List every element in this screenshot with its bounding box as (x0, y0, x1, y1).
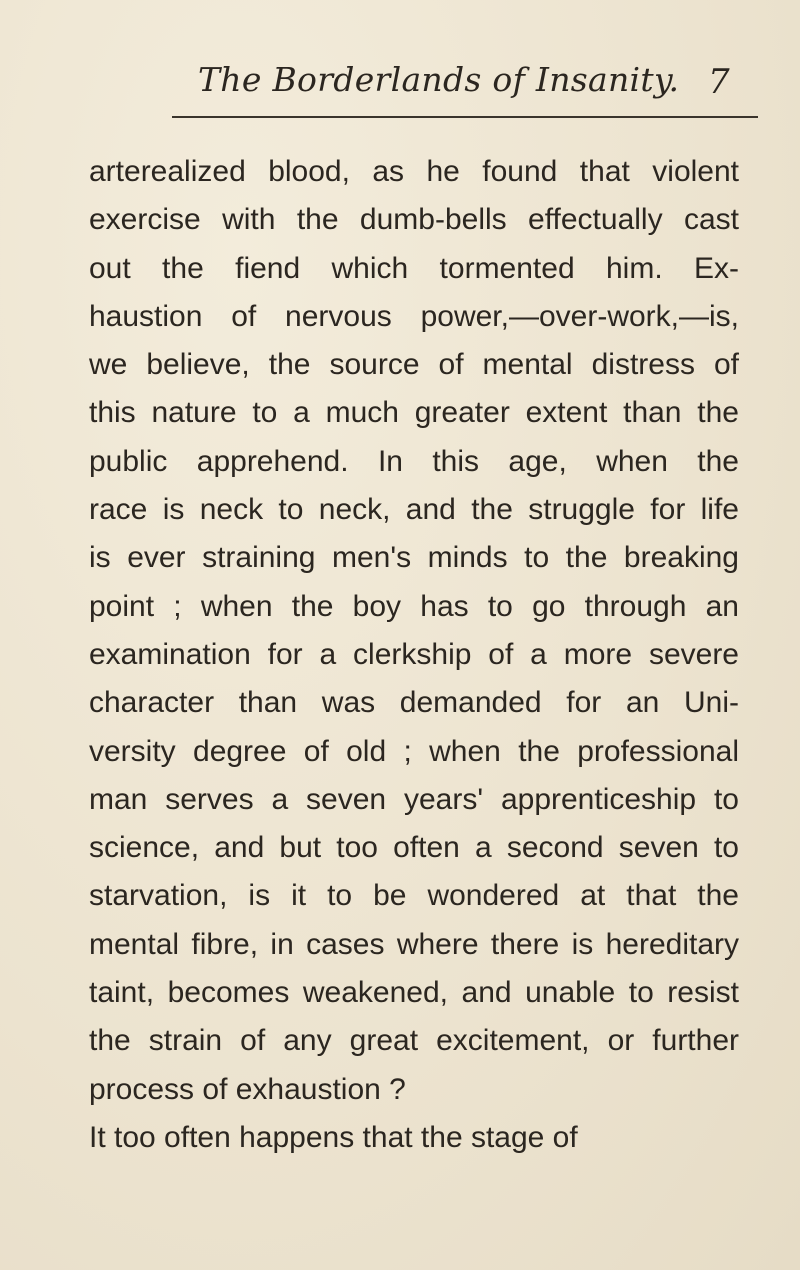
text-line: character than was demanded for an Uni- (89, 686, 739, 720)
text-line: this nature to a much greater extent than the (89, 396, 739, 430)
text-line: race is neck to neck, and the struggle for life (89, 493, 739, 527)
text-line: out the fiend which tormented him. Ex- (89, 251, 739, 285)
text-line: is ever straining men's minds to the breaking (89, 541, 739, 575)
header-rule (172, 116, 758, 118)
text-line: point ; when the boy has to go through an (89, 589, 739, 623)
body-text (89, 148, 739, 1162)
text-line: examination for a clerkship of a more severe (89, 637, 739, 671)
text-line: starvation, is it to be wondered at that the (89, 879, 739, 913)
text-line: mental fibre, in cases where there is hereditary (89, 927, 739, 961)
text-line: science, and but too often a second seven to (89, 831, 739, 865)
running-title: The Borderlands of Insanity. (198, 60, 680, 99)
page-number: 7 (708, 62, 730, 102)
text-line: we believe, the source of mental distress of (89, 348, 739, 382)
text-line: haustion of nervous power,—over-work,—is, (89, 299, 739, 333)
text-line: the strain of any great excitement, or further (89, 1024, 739, 1058)
text-line: arterealized blood, as he found that violent (89, 155, 739, 188)
text-line: process of exhaustion ? (89, 1072, 406, 1106)
running-head (198, 60, 758, 116)
text-line: It too often happens that the stage of (89, 1120, 578, 1154)
text-line: public apprehend. In this age, when the (89, 444, 739, 478)
text-line: versity degree of old ; when the professional (89, 734, 739, 768)
text-line: man serves a seven years' apprenticeship to (89, 782, 739, 816)
text-line: taint, becomes weakened, and unable to resist (89, 976, 739, 1010)
text-line: exercise with the dumb-bells effectually cast (89, 203, 739, 237)
